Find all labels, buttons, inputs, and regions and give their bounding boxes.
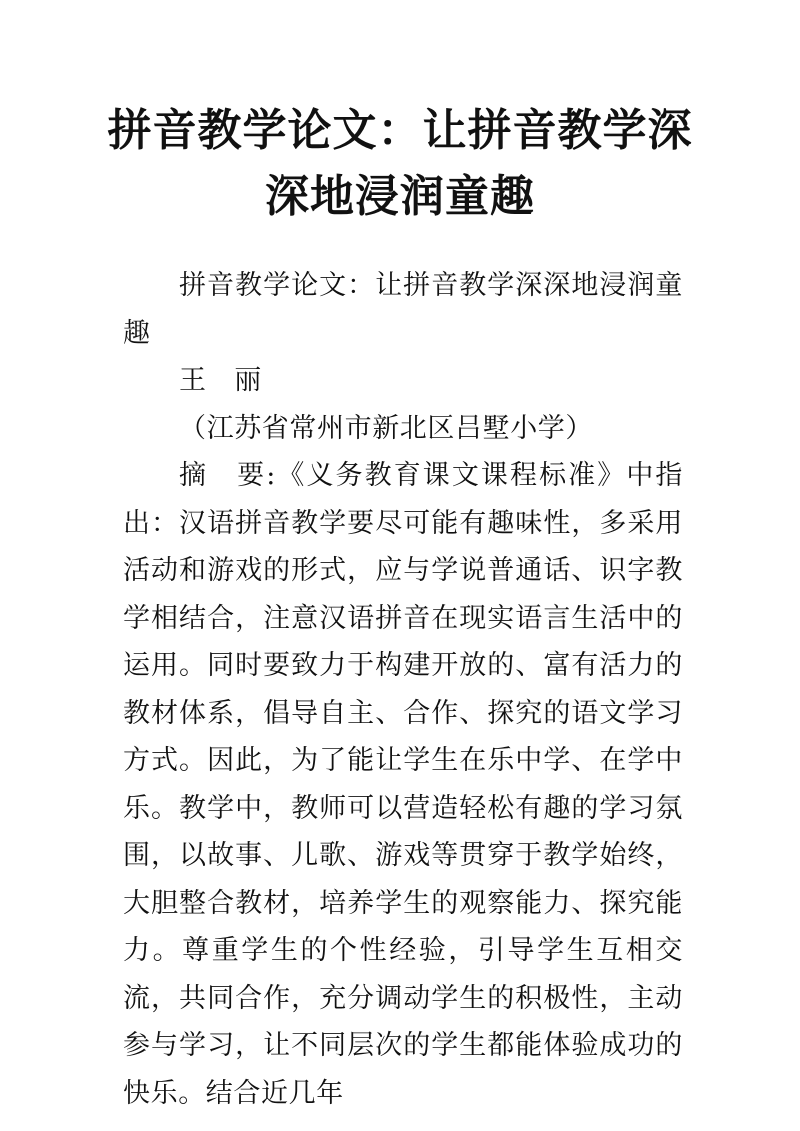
document-body (123, 262, 683, 1117)
author-line: 王 丽 (179, 365, 262, 396)
document-title: 拼音教学论文：让拼音教学深深地浸润童趣 (107, 105, 693, 222)
subtitle-paragraph: 拼音教学论文：让拼音教学深深地浸润童趣 (123, 270, 683, 349)
abstract-paragraph: 摘 要:《义务教育课文课程标准》中指出：汉语拼音教学要尽可能有趣味性，多采用活动和游戏的形式，应与学说普通话、识字教学相结合，注意汉语拼音在现实语言生活中的运用。同时要致力于构建开放的、富有活力的教材体系，倡导自主、合作、探究的语文学习方式。因此，为了能让学生在乐中学、在学中乐。教学中，教师可以营造轻松有趣的学习氛围，以故事、儿歌、游戏等贯穿于教学始终，大胆整合教材，培养学生的观察能力、探究能力。尊重学生的个性经验，引导学生互相交流，共同合作，充分调动学生的积极性，主动参与学习，让不同层次的学生都能体验成功的快乐。结合近几年 (123, 460, 683, 1109)
affiliation-line: （江苏省常州市新北区吕墅小学） (179, 412, 593, 444)
